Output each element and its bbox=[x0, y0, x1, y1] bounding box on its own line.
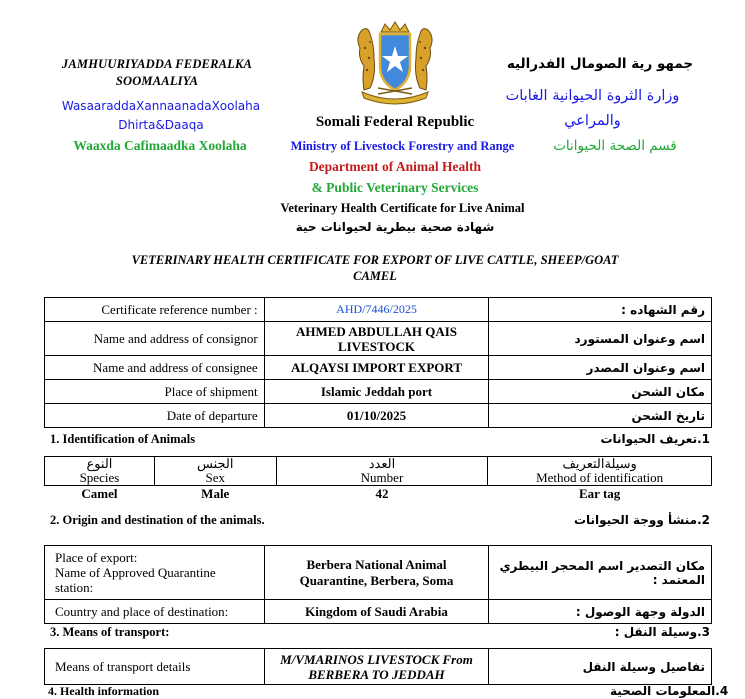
table-row bbox=[45, 600, 712, 624]
export-arabic: مكان التصدير اسم المحجر البيطري المعتمد : bbox=[489, 546, 712, 600]
destination-label: Country and place of destination: bbox=[45, 600, 265, 624]
section2-title-arabic: 2.منشأ ووجة الحيوانات bbox=[573, 513, 710, 527]
transport-value-line2: BERBERA TO JEDDAH bbox=[308, 666, 445, 682]
number-cell: 42 bbox=[375, 485, 389, 501]
ref-value: 01/10/2025 bbox=[264, 404, 489, 428]
table-row bbox=[45, 380, 712, 404]
arabic-ministry-line2: والمراعي bbox=[564, 113, 621, 129]
number-header-english: Number bbox=[360, 470, 404, 485]
section3-title-arabic: 3.وسيلة النقل : bbox=[614, 625, 710, 639]
table-row bbox=[45, 356, 712, 380]
ref-value: AHD/7446/2025 bbox=[264, 298, 489, 322]
origin-table bbox=[44, 545, 712, 624]
ref-arabic: رقم الشهاده : bbox=[489, 298, 712, 322]
method-header-english: Method of identification bbox=[536, 470, 664, 485]
export-label-line3: station: bbox=[55, 580, 94, 595]
ref-value: Islamic Jeddah port bbox=[264, 380, 489, 404]
method-cell: Ear tag bbox=[579, 485, 621, 501]
arabic-dept: قسم الصحة الحيوانات bbox=[553, 138, 677, 154]
main-title-line2: CAMEL bbox=[353, 269, 397, 283]
arabic-ministry-line1: وزارة الثروة الحيوانية الغابات bbox=[505, 88, 680, 104]
somali-republic-line2: SOOMAALIYA bbox=[115, 74, 199, 88]
somali-republic-title bbox=[52, 56, 262, 90]
species-header-arabic: النوع bbox=[86, 456, 113, 471]
export-label-line2: Name of Approved Quarantine bbox=[55, 565, 216, 580]
ref-value bbox=[264, 322, 489, 356]
dept-title-line2: & Public Veterinary Services bbox=[311, 180, 479, 195]
transport-value bbox=[264, 649, 489, 685]
arabic-republic: جمهو رية الصومال الفدراليه bbox=[506, 56, 694, 72]
table-row bbox=[45, 649, 712, 685]
species-header bbox=[45, 457, 155, 486]
destination-value: Kingdom of Saudi Arabia bbox=[264, 600, 489, 624]
consignor-line2: LIVESTOCK bbox=[337, 338, 416, 354]
sex-header-english: Sex bbox=[205, 470, 225, 485]
consignor-line1: AHMED ABDULLAH QAIS bbox=[295, 323, 458, 339]
somali-ministry bbox=[48, 97, 274, 135]
ref-value: ALQAYSI IMPORT EXPORT bbox=[264, 356, 489, 380]
export-label bbox=[45, 546, 265, 600]
destination-arabic: الدولة وجهة الوصول : bbox=[489, 600, 712, 624]
dept-title-line1: Department of Animal Health bbox=[308, 159, 482, 174]
number-header bbox=[276, 457, 488, 486]
transport-arabic: تفاصيل وسيلة النقل bbox=[489, 649, 712, 685]
ref-arabic: اسم وعنوان المصدر bbox=[489, 356, 712, 380]
table-header-row bbox=[45, 457, 712, 486]
section4-title: 4. Health information bbox=[48, 684, 159, 698]
section4-title-arabic: 4.المعلومات الصحية bbox=[610, 684, 729, 698]
ministry-title: Ministry of Livestock Forestry and Range bbox=[290, 139, 515, 153]
section1-title-arabic: 1.تعريف الحيوانات bbox=[600, 432, 710, 446]
ref-label: Place of shipment bbox=[45, 380, 265, 404]
somalia-coat-of-arms-icon bbox=[340, 18, 450, 108]
table-row bbox=[45, 546, 712, 600]
somali-ministry-line1: WasaaraddaXannaanadaXoolaha bbox=[61, 99, 261, 113]
export-value-line1: Berbera National Animal bbox=[306, 556, 447, 572]
ref-arabic: مكان الشحن bbox=[489, 380, 712, 404]
table-row bbox=[45, 486, 712, 502]
export-value bbox=[264, 546, 489, 600]
transport-label: Means of transport details bbox=[45, 649, 265, 685]
method-header bbox=[488, 457, 712, 486]
export-value-line2: Quarantine, Berbera, Soma bbox=[299, 572, 454, 588]
ref-label: Name and address of consignor bbox=[45, 322, 265, 356]
republic-title: Somali Federal Republic bbox=[315, 114, 475, 130]
somali-republic-line1: JAMHUURIYADDA FEDERALKA bbox=[61, 57, 253, 71]
table-row bbox=[45, 322, 712, 356]
transport-table bbox=[44, 648, 712, 685]
identification-table bbox=[44, 456, 712, 502]
table-row bbox=[45, 404, 712, 428]
main-title bbox=[70, 252, 680, 284]
section2-title: 2. Origin and destination of the animals. bbox=[50, 513, 265, 527]
somali-dept: Waaxda Cafimaadka Xoolaha bbox=[73, 138, 247, 153]
species-header-english: Species bbox=[79, 470, 120, 485]
certificate-subtitle-arabic: شهادة صحية بيطرية لحيوانات حية bbox=[295, 220, 495, 234]
ref-label: Certificate reference number : bbox=[45, 298, 265, 322]
reference-table bbox=[44, 297, 712, 428]
section1-title: 1. Identification of Animals bbox=[50, 432, 196, 446]
somali-ministry-line2: Dhirta&Daaqa bbox=[118, 118, 204, 132]
table-row bbox=[45, 298, 712, 322]
method-header-arabic: وسيلةالتعريف bbox=[562, 456, 637, 471]
species-cell: Camel bbox=[81, 485, 118, 501]
certificate-subtitle: Veterinary Health Certificate for Live Animal bbox=[280, 201, 525, 215]
section3-title: 3. Means of transport: bbox=[50, 625, 170, 639]
sex-header bbox=[154, 457, 276, 486]
ref-label: Date of departure bbox=[45, 404, 265, 428]
number-header-arabic: العدد bbox=[368, 456, 396, 471]
ref-arabic: اسم وعنوان المستورد bbox=[489, 322, 712, 356]
ref-arabic: تاريخ الشحن bbox=[489, 404, 712, 428]
sex-cell: Male bbox=[201, 485, 230, 501]
ref-label: Name and address of consignee bbox=[45, 356, 265, 380]
main-title-line1: VETERINARY HEALTH CERTIFICATE FOR EXPORT OF LIVE CATTLE, SHEEP/GOAT bbox=[131, 253, 619, 267]
transport-value-line1: M/VMARINOS LIVESTOCK From bbox=[280, 651, 473, 667]
sex-header-arabic: الجنس bbox=[197, 456, 234, 471]
export-label-line1: Place of export: bbox=[55, 550, 138, 565]
